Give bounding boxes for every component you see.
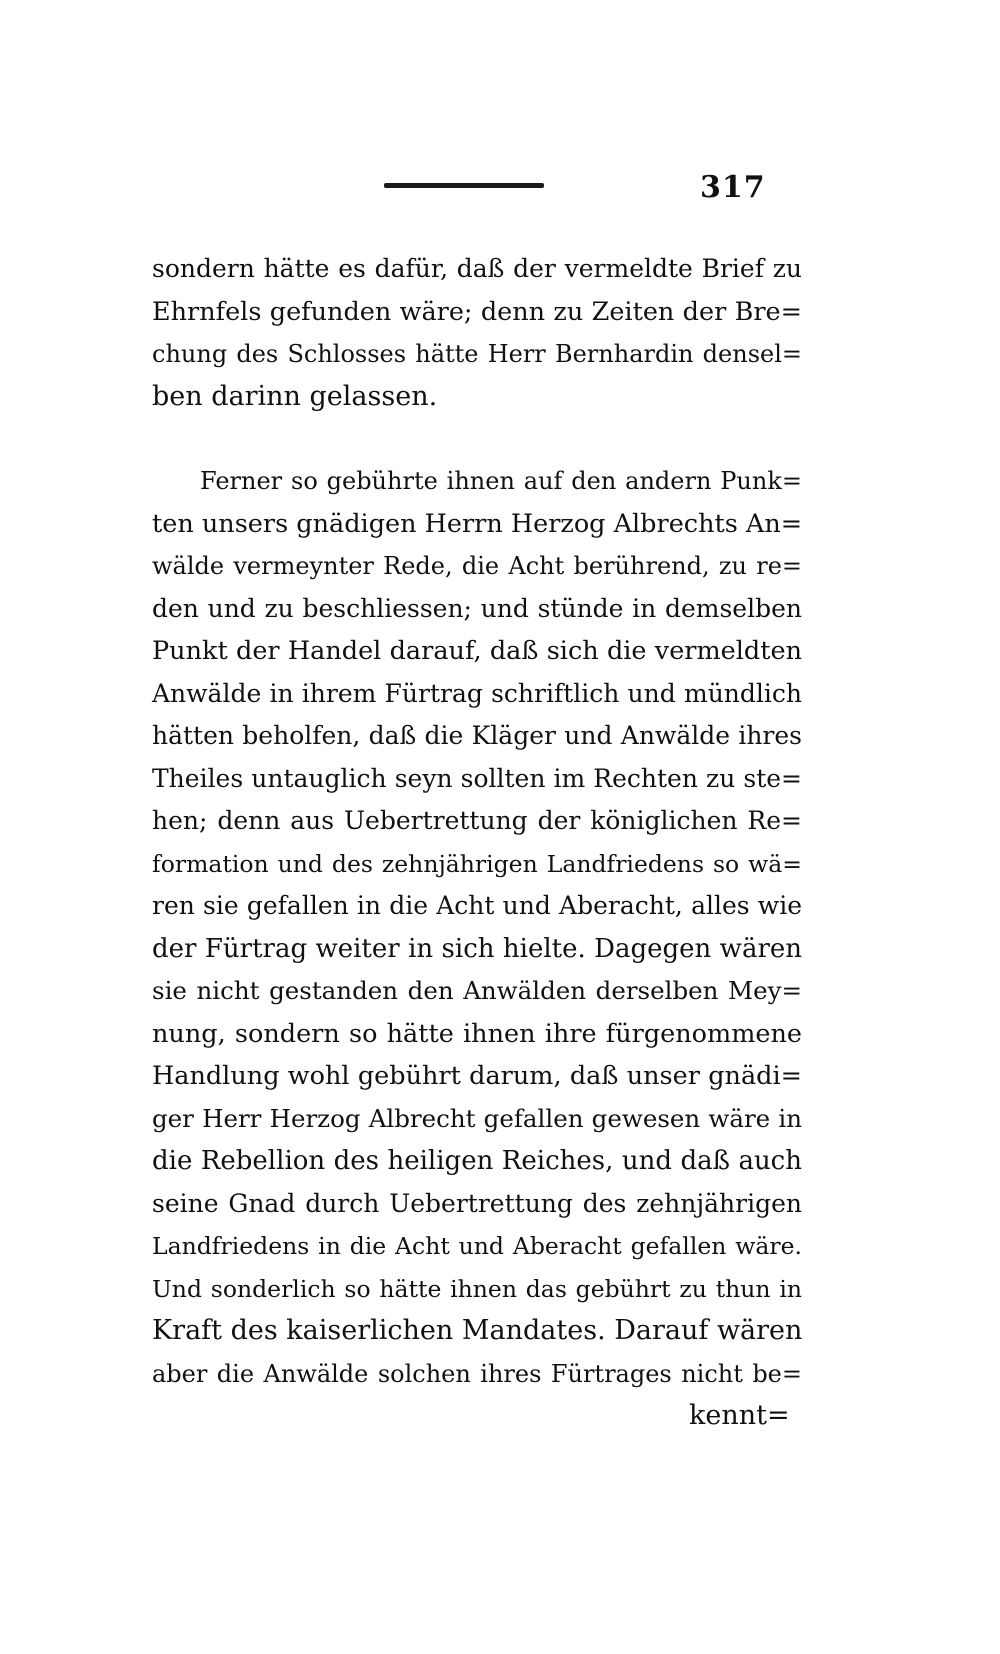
page-number: 317: [700, 170, 766, 205]
text-line: ren sie gefallen in die Acht und Aberacht, alles wie: [152, 891, 802, 920]
text-line: den und zu beschliessen; und stünde in demselben: [152, 593, 802, 623]
text-line: sie nicht gestanden den Anwälden derselben Mey=: [152, 976, 802, 1005]
text-line: nung, sondern so hätte ihnen ihre fürgenommene: [152, 1018, 802, 1049]
text-line: seine Gnad durch Uebertrettung des zehnjährigen: [152, 1188, 802, 1218]
text-line: Anwälde in ihrem Fürtrag schriftlich und mündlich: [152, 678, 802, 708]
text-line: hen; denn aus Uebertrettung der königlichen Re=: [152, 806, 802, 835]
text-line: ger Herr Herzog Albrecht gefallen gewesen wäre in: [152, 1103, 802, 1133]
text-line: ben darinn gelassen.: [152, 380, 438, 412]
text-line: Theiles untauglich seyn sollten im Rechten zu ste=: [152, 763, 802, 793]
text-line: Und sonderlich so hätte ihnen das gebührt zu thun in: [152, 1274, 802, 1303]
text-line: hätten beholfen, daß die Kläger und Anwälde ihres: [152, 721, 802, 750]
text-line: Landfriedens in die Acht und Aberacht gefallen wäre.: [152, 1232, 802, 1260]
text-line: Punkt der Handel darauf, daß sich die vermeldten: [152, 636, 802, 666]
text-line: aber die Anwälde solchen ihres Fürtrages nicht be=: [152, 1359, 802, 1388]
text-line: ten unsers gnädigen Herrn Herzog Albrechts An=: [152, 508, 803, 539]
text-line: der Fürtrag weiter in sich hielte. Dagegen wären: [152, 933, 802, 964]
header-rule: [384, 183, 544, 188]
text-line: Kraft des kaiserlichen Mandates. Darauf wären: [152, 1315, 803, 1346]
text-line: sondern hätte es dafür, daß der vermeldte Brief zu: [152, 254, 802, 283]
text-line: Handlung wohl gebührt darum, daß unser gnädi=: [152, 1061, 802, 1091]
text-line: die Rebellion des heiligen Reiches, und daß auch: [152, 1146, 802, 1176]
text-line: wälde vermeynter Rede, die Acht berührend, zu re=: [152, 552, 802, 580]
text-line: Ferner so gebührte ihnen auf den andern Punk=: [200, 467, 802, 495]
text-line: Ehrnfels gefunden wäre; denn zu Zeiten der Bre=: [152, 296, 802, 327]
paragraph-1: [152, 248, 802, 418]
text-line: chung des Schlosses hätte Herr Bernhardin densel=: [152, 340, 802, 368]
paragraph-2: [152, 460, 802, 1395]
catchword: kennt=: [689, 1400, 790, 1431]
text-line: formation und des zehnjährigen Landfriedens so wä=: [152, 849, 802, 878]
